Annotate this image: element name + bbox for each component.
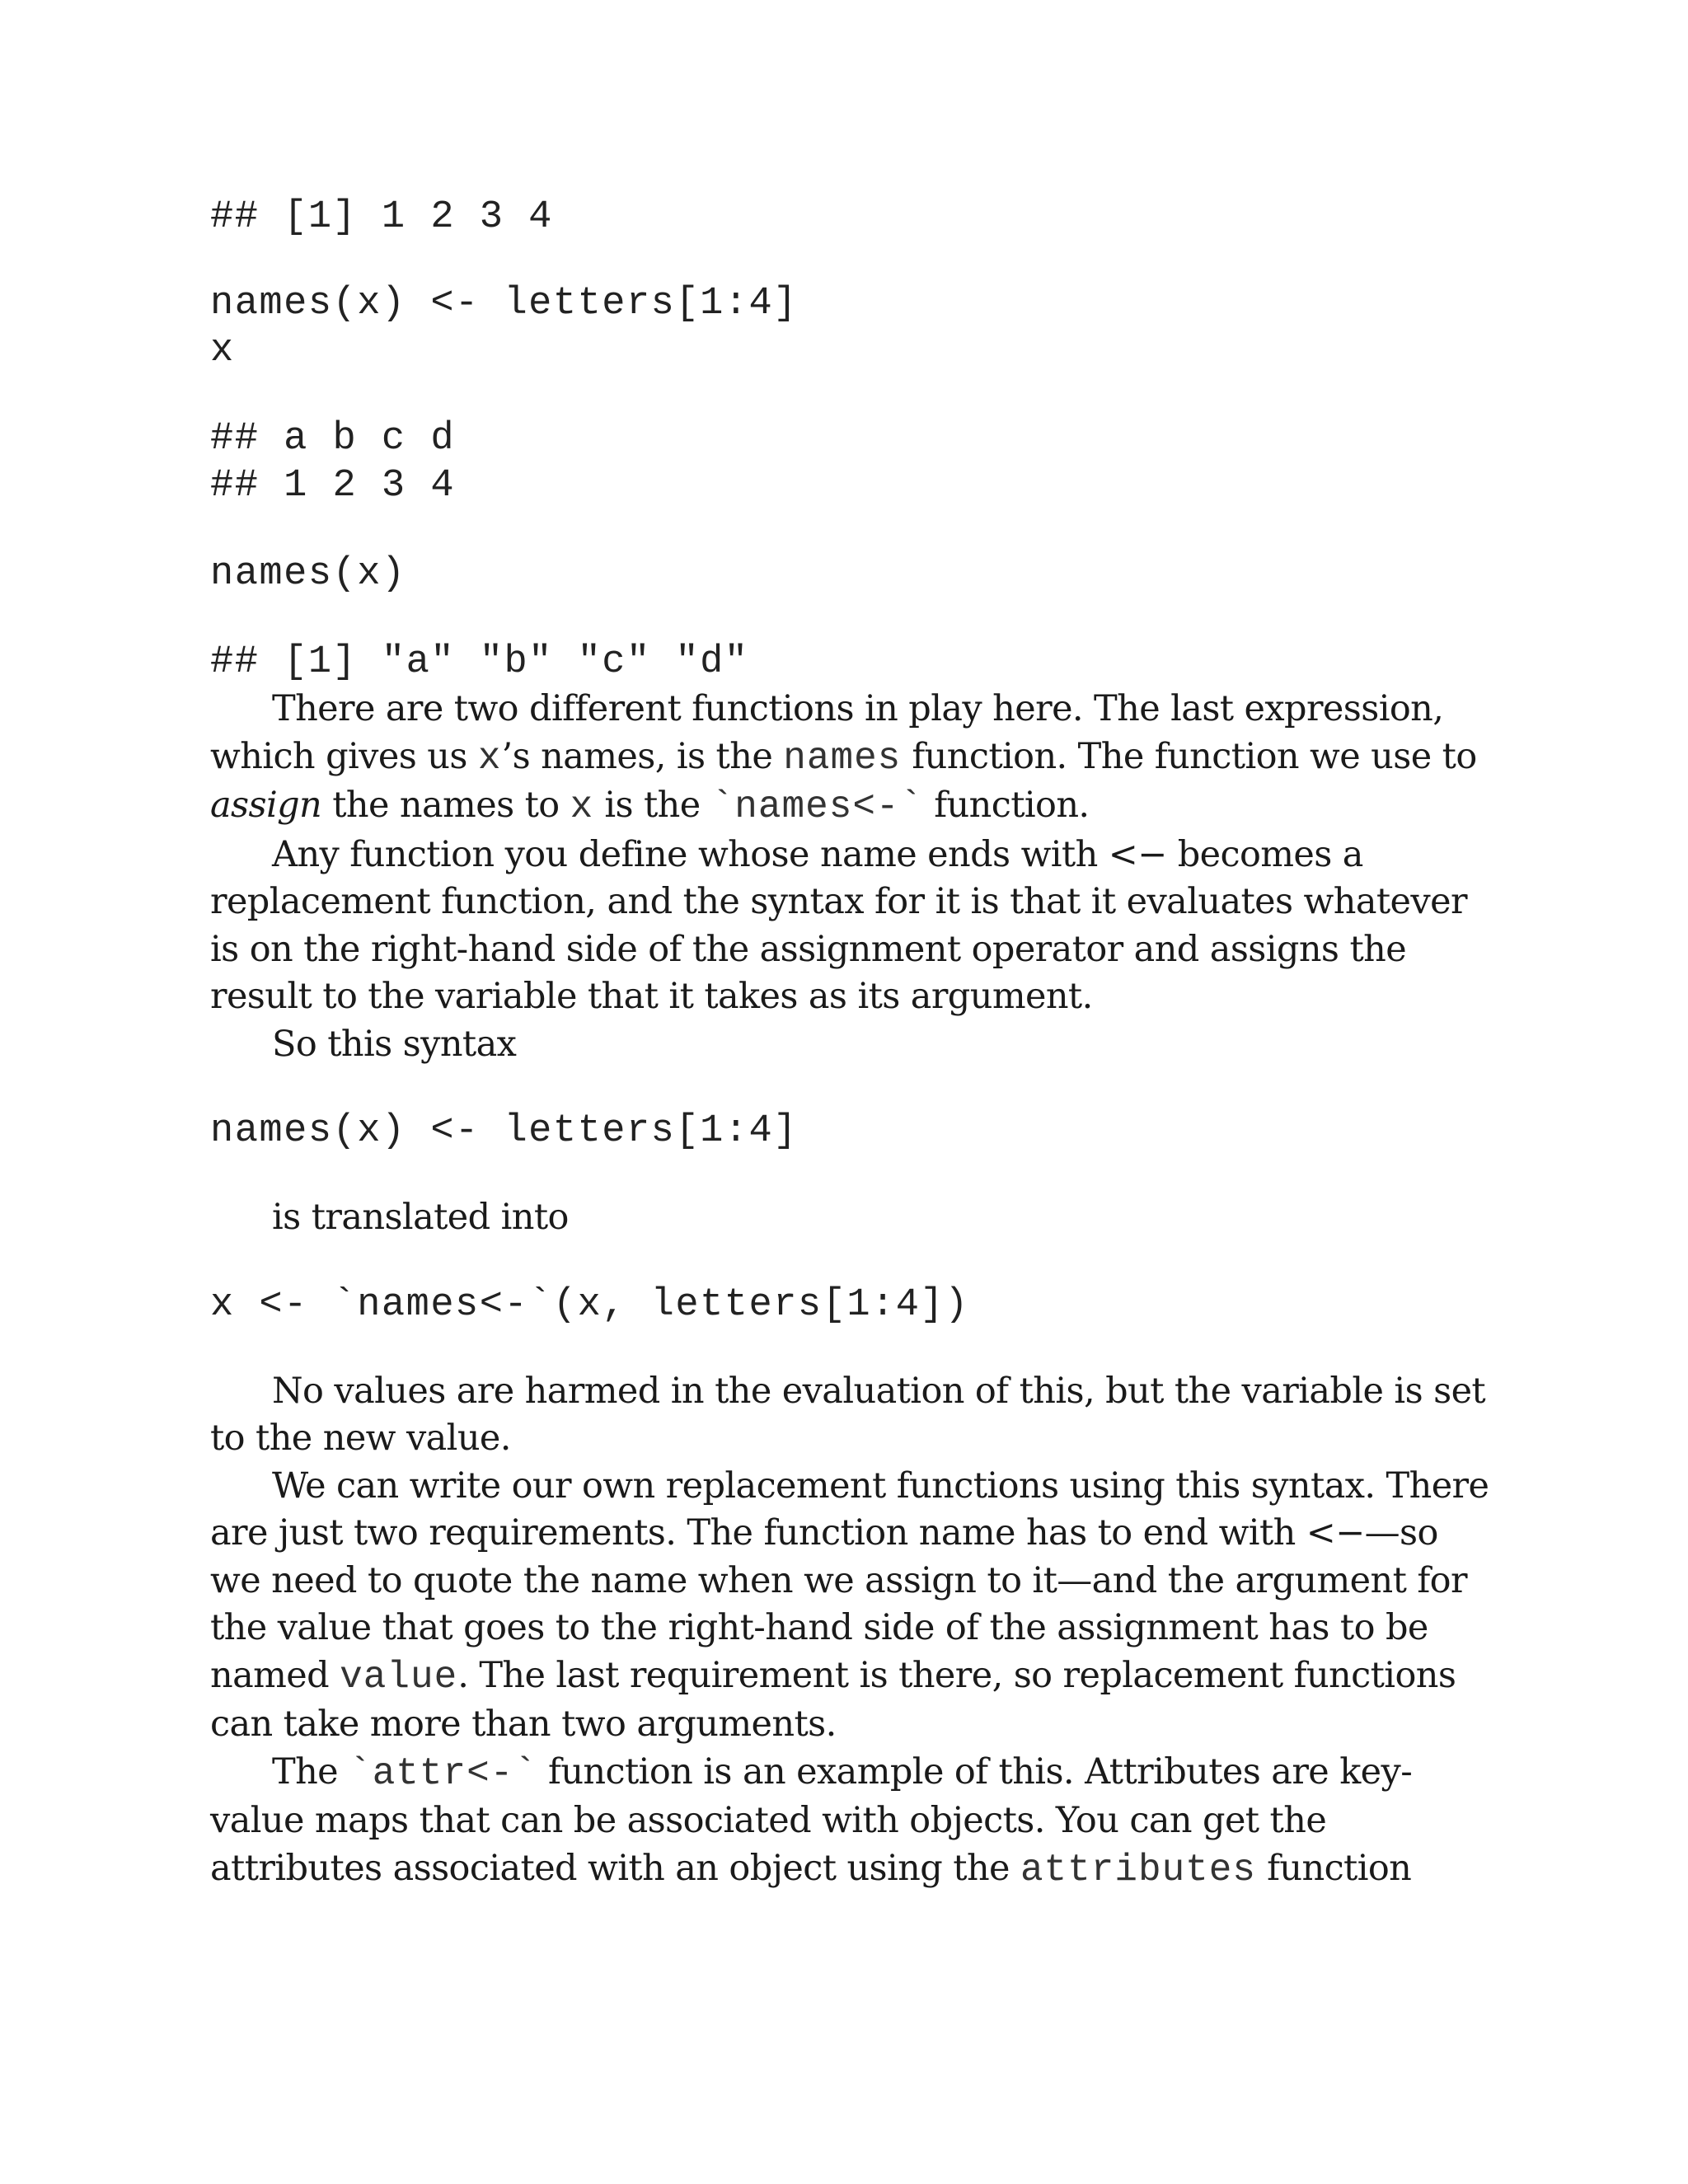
code-output-3: [210, 639, 1496, 686]
code-output-2: [210, 415, 1496, 509]
inline-code: names: [783, 736, 902, 780]
inline-code: x: [570, 785, 594, 828]
paragraph-functions-in-play: There are two different functions in play here. The last expression, which gives us x’s names, is the names function. The function we use to assign the names to x is the `names<-` function.: [210, 688, 1477, 828]
code-line: ## a b c d: [210, 417, 456, 461]
code-input-1: [210, 280, 1496, 374]
inline-code: attributes: [1020, 1848, 1256, 1891]
inline-code: value: [340, 1655, 458, 1699]
paragraph-translated-into: is translated into: [272, 1197, 569, 1238]
code-input-4: [210, 1282, 1496, 1329]
code-line: names(x) <- letters[1:4]: [210, 282, 798, 326]
code-line: x <- `names<-`(x, letters[1:4]): [210, 1282, 969, 1327]
paragraph-replacement-function: Any function you define whose name ends with <− becomes a replacement function, and the syntax for it is that it evaluates whatever is on the right-hand side of the assignment operator and assigns the result to the variable that it takes as its argument.: [210, 833, 1467, 1017]
document-page: [210, 194, 1496, 1894]
inline-code: `attr<-`: [349, 1751, 537, 1795]
code-input-2: [210, 551, 1496, 598]
code-input-3: [210, 1108, 1496, 1155]
inline-code: x: [477, 736, 502, 780]
code-line: ## [1] 1 2 3 4: [210, 195, 553, 239]
paragraph-so-this-syntax: So this syntax: [272, 1023, 517, 1065]
code-output-1: [210, 194, 1496, 241]
paragraph-own-replacement-functions: We can write our own replacement functions using this syntax. There are just two requirements. The function name has to end with <−—so we need to quote the name when we assign to it—and the argument for the value that goes to the right-hand side of the assignment has to be named value. The last requirement is there, so replacement functions can take more than two arguments.: [210, 1465, 1489, 1745]
code-line: ## 1 2 3 4: [210, 464, 456, 508]
inline-code: `names<-`: [710, 785, 924, 828]
emphasis: assign: [210, 785, 322, 826]
code-line: x: [210, 329, 235, 373]
code-line: ## [1] "a" "b" "c" "d": [210, 640, 749, 684]
code-line: names(x): [210, 552, 406, 596]
paragraph-no-values-harmed: No values are harmed in the evaluation of this, but the variable is set to the new value.: [210, 1370, 1486, 1459]
paragraph-attr-function: The `attr<-` function is an example of this. Attributes are key-value maps that can be associated with objects. You can get the attributes associated with an object using the attributes function: [210, 1750, 1413, 1891]
code-line: names(x) <- letters[1:4]: [210, 1109, 798, 1153]
